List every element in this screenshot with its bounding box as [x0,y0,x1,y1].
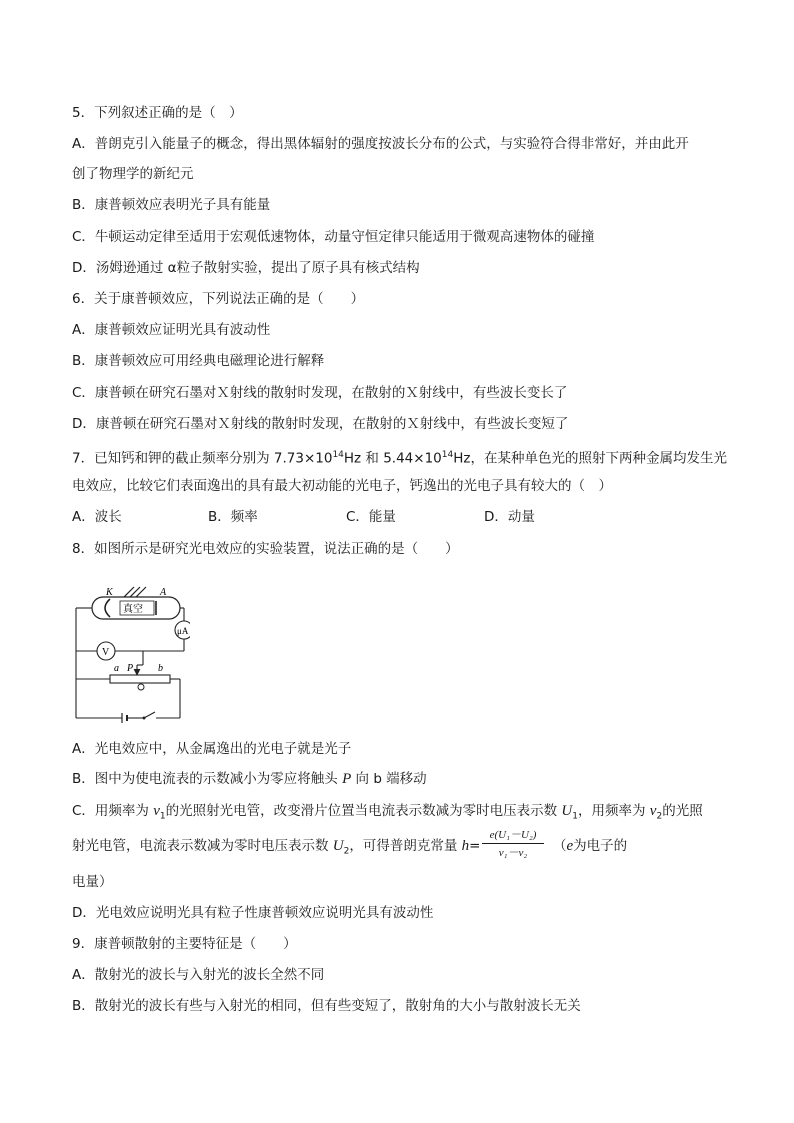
slider-arrow [134,669,140,675]
q7-stem-text-1: 7．已知钙和钾的截止频率分别为 7.73×10 [72,450,333,467]
q8-c2-tail: 为电子的 [573,838,628,854]
q8-c2-u2-sub: 2 [343,846,350,857]
q5-option-b: B．康普顿效应表明光子具有能量 [72,197,271,213]
end-a-label: a [114,663,119,674]
rheostat [110,675,170,683]
q9-option-b: B．散射光的波长有些与入射光的相同，但有些变短了，散射角的大小与散射波长无关 [72,998,581,1014]
q7-option-c: C．能量 [346,509,396,525]
q7-stem-text-3: Hz，在某种单色光的照射下两种金属均发生光 [453,450,727,467]
q8-c-text-3: ，用频率为 [578,803,650,819]
q8-option-b-text-2: 向 b 端移动 [351,771,427,787]
cathode-label: K [106,587,113,598]
q6-stem: 6．关于康普顿效应，下列说法正确的是（ ） [72,291,365,307]
slider-p-label: P [127,663,134,674]
q9-stem: 9．康普顿散射的主要特征是（ ） [72,936,297,952]
q8-option-b [72,769,427,789]
q8-c2-equals: = [469,838,481,854]
microammeter-label: μA [177,626,189,636]
q8-c-text-4: 的光照 [662,803,703,819]
q8-c-nu1: v [153,803,160,819]
q7-option-b: B．频率 [208,509,258,525]
q5-option-a: A．普朗克引入能量子的概念，得出黑体辐射的强度按波长分布的公式，与实验符合得非常好，并由此开 [72,136,689,152]
q8-c2-text-2: ，可得普朗克常量 [349,838,462,854]
q8-c-u1-sub: 1 [572,811,578,822]
q8-c2-h: h [461,838,470,854]
q7-option-a: A．波长 [72,509,122,525]
vacuum-label: 真空 [123,604,143,615]
q8-stem: 8．如图所示是研究光电效应的实验装置，说法正确的是（ ） [72,541,459,557]
photoelectric-circuit-diagram [70,583,190,723]
q8-c2-text-1: 射光电管，电流表示数减为零时电压表示数 [72,838,333,854]
q8-option-d: D．光电效应说明光具有粒子性康普顿效应说明光具有波动性 [72,905,434,921]
q8-option-b-var: P [342,771,352,787]
q7-exponent-2: 14 [441,450,454,460]
q8-c-text-2: 的光照射光电管，改变滑片位置当电流表示数减为零时电压表示数 [165,803,562,819]
voltmeter-label: V [102,647,110,658]
q8-option-c-cont [72,836,480,862]
anode-label: A [160,587,167,598]
q7-exponent-1: 14 [332,450,344,460]
q9-option-a: A．散射光的波长与入射光的波长全然不同 [72,967,325,983]
q7-stem [72,445,727,469]
q6-option-c: C．康普顿在研究石墨对Ｘ射线的散射时发现，在散射的Ｘ射线中，有些波长变长了 [72,385,568,401]
fraction-denominator: ν₁－ν₂ [482,843,544,860]
switch-lever [144,712,155,718]
q6-option-b: B．康普顿效应可用经典电磁理论进行解释 [72,353,325,369]
q7-stem-text-2: Hz 和 5.44×10 [343,450,442,467]
q7-option-d: D．动量 [484,509,535,525]
planck-fraction [482,826,544,860]
end-b-label: b [158,663,163,674]
q8-c-u1: U [561,803,573,819]
q8-option-c-tail [553,836,627,856]
junction-o [138,684,144,690]
q8-c-nu1-sub: 1 [159,811,166,822]
q8-c-nu2: v [649,803,657,819]
q8-c2-e: e [566,838,574,854]
q8-c-text-1: C．用频率为 [72,803,154,819]
q8-option-a: A．光电效应中，从金属逸出的光电子就是光子 [72,741,352,757]
q8-option-c [72,801,703,827]
q7-stem-cont: 电效应，比较它们表面逸出的具有最大初动能的光电子，钙逸出的光电子具有较大的（ ） [72,478,612,494]
q8-option-b-text-1: B．图中为使电流表的示数减小为零应将触头 [72,771,343,787]
q5-stem: 5．下列叙述正确的是（ ） [72,105,243,121]
q5-option-c: C．牛顿运动定律至适用于宏观低速物体，动量守恒定律只能适用于微观高速物体的碰撞 [72,229,595,245]
q8-c2-paren: （ [553,838,567,854]
switch-pivot [143,717,146,720]
q6-option-d: D．康普顿在研究石墨对Ｘ射线的散射时发现，在散射的Ｘ射线中，有些波长变短了 [72,416,569,432]
fraction-numerator: e(U₁－U₂) [489,829,537,841]
q6-option-a: A．康普顿效应证明光具有波动性 [72,322,271,338]
q5-option-a-cont: 创了物理学的新纪元 [72,166,194,182]
q8-option-c-cont2: 电量） [72,874,113,890]
q8-c-nu2-sub: 2 [656,811,663,822]
q5-option-d: D．汤姆逊通过 α粒子散射实验，提出了原子具有核式结构 [72,260,420,276]
q8-c2-u2: U [332,838,344,854]
